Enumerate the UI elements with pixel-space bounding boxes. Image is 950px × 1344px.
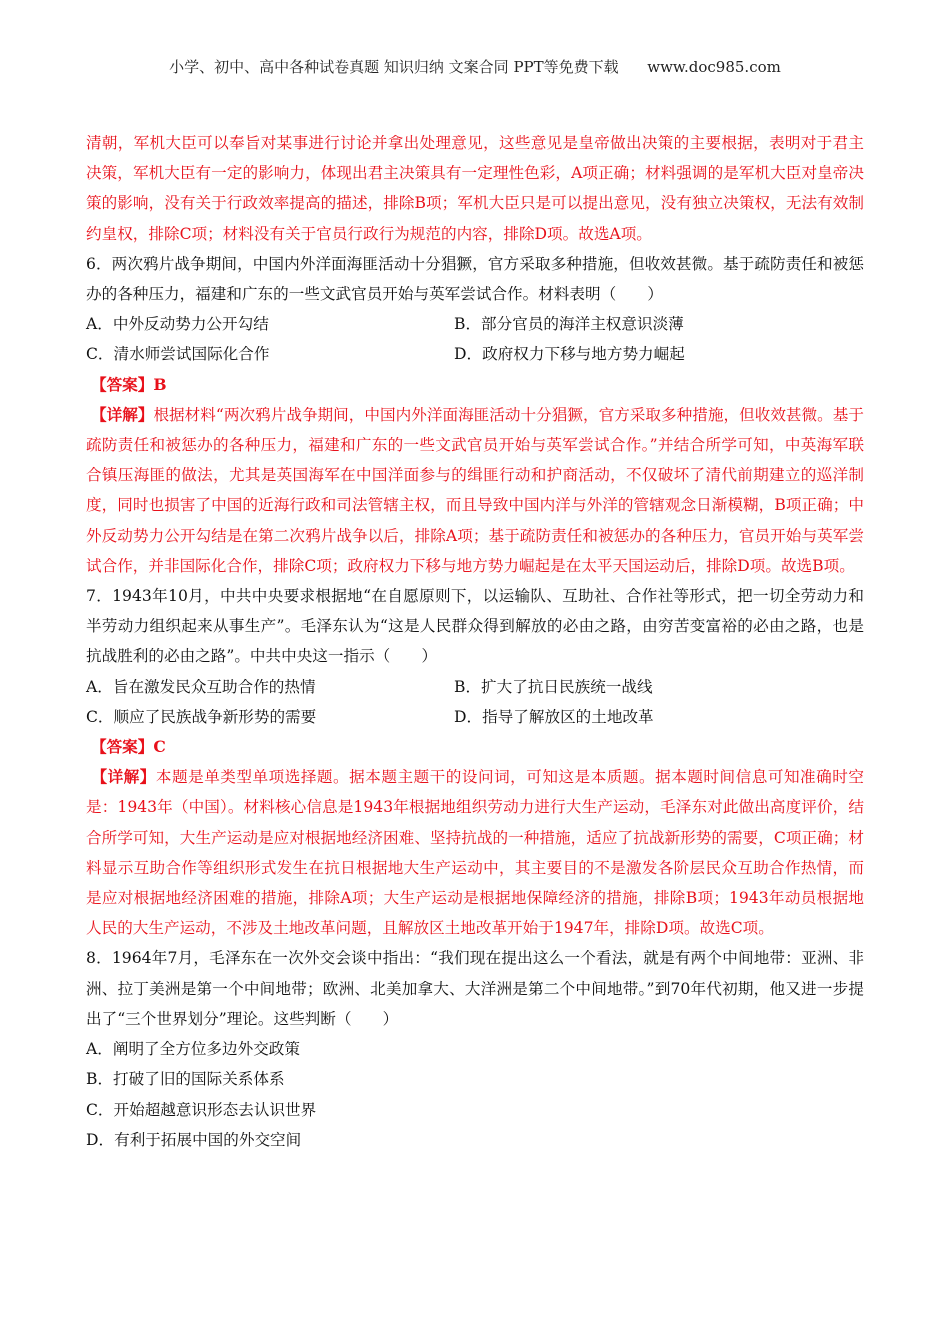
header-text: 小学、初中、高中各种试卷真题 知识归纳 文案合同 PPT等免费下载 — [169, 58, 619, 76]
header-url: www.doc985.com — [647, 58, 781, 76]
q7-option-b: B．扩大了抗日民族统一战线 — [454, 677, 653, 696]
q6-option-d: D．政府权力下移与地方势力崛起 — [454, 345, 685, 364]
q8-option-d: D．有利于拓展中国的外交空间 — [86, 1130, 302, 1149]
q7-option-a: A．旨在激发民众互助合作的热情 — [86, 677, 316, 696]
q7-answer — [86, 732, 864, 762]
q6-option-b: B．部分官员的海洋主权意识淡薄 — [454, 315, 684, 334]
q5-explanation-tail: 清朝，军机大臣可以奉旨对某事进行讨论并拿出处理意见，这些意见是皇帝做出决策的主要根据，表明对于君主决策，军机大臣有一定的影响力，体现出君主决策具有一定理性色彩，A项正确；材料强调的是军机大臣对皇帝决策的影响，没有关于行政效率提高的描述，排除B项；军机大臣只是可以提出意见，没有独立决策权，无法有效制约皇权，排除C项；材料没有关于官员行政行为规范的内容，排除D项。故选A项。 — [86, 134, 864, 243]
q7-answer-tag: 【答案】C — [90, 737, 166, 757]
q6-option-c: C．清水师尝试国际化合作 — [86, 345, 270, 364]
q7-option-d: D．指导了解放区的土地改革 — [454, 707, 654, 726]
q6-explanation-text: 根据材料“两次鸦片战争期间，中国内外洋面海匪活动十分猖獗，官方采取多种措施，但收效甚微。基于疏防责任和被惩办的各种压力，福建和广东的一些文武官员开始与英军尝试合作。”并结合所学可知，中英海军联合镇压海匪的做法，尤其是英国海军在中国洋面参与的缉匪行动和护商活动，不仅破坏了清代前期建立的巡洋制度，同时也损害了中国的近海行政和司法管辖主权，而且导致中国内洋与外洋的管辖观念日渐模糊，B项正确；中外反动势力公开勾结是在第二次鸦片战争以后，排除A项；基于疏防责任和被惩办的各种压力，官员开始与英军尝试合作，并非国际化合作，排除C项；政府权力下移与地方势力崛起是在太平天国运动后，排除D项。故选B项。 — [86, 405, 864, 575]
document-body — [86, 128, 864, 1155]
q7-explanation — [86, 762, 864, 943]
q6-answer-tag: 【答案】B — [90, 374, 167, 394]
q6-explanation — [86, 400, 864, 581]
q6-option-a: A．中外反动势力公开勾结 — [86, 315, 269, 334]
q8-option-a: A．阐明了全方位多边外交政策 — [86, 1040, 300, 1059]
q7-explanation-text: 本题是单类型单项选择题。据本题主题干的设问词，可知这是本质题。据本题时间信息可知准确时空是：1943年（中国）。材料核心信息是1943年根据地组织劳动力进行大生产运动，毛泽东对此做出高度评价，结合所学可知，大生产运动是应对根据地经济困难、坚持抗战的一种措施，适应了抗战新形势的需要，C项正确；材料显示互助合作等组织形式发生在抗日根据地大生产运动中，其主要目的不是激发各阶层民众互助合作热情，而是应对根据地经济困难的措施，排除A项；大生产运动是根据地保障经济的措施，排除B项；1943年动员根据地人民的大生产运动，不涉及土地改革问题，且解放区土地改革开始于1947年，排除D项。故选C项。 — [86, 768, 864, 938]
q6-stem: 6．两次鸦片战争期间，中国内外洋面海匪活动十分猖獗，官方采取多种措施，但收效甚微。基于疏防责任和被惩办的各种压力，福建和广东的一些文武官员开始与英军尝试合作。材料表明（ ） — [86, 254, 864, 304]
q7-options-row-2 — [86, 702, 864, 732]
q7-options-row-1 — [86, 672, 864, 702]
q8-option-c: C．开始超越意识形态去认识世界 — [86, 1100, 317, 1119]
q6-options-row-1 — [86, 309, 864, 339]
q6-options-row-2 — [86, 339, 864, 369]
q6-explanation-tag: 【详解】 — [90, 404, 154, 424]
page-header — [0, 56, 950, 77]
q8-stem: 8．1964年7月，毛泽东在一次外交会谈中指出：“我们现在提出这么一个看法，就是有两个中间地带：亚洲、非洲、拉丁美洲是第一个中间地带；欧洲、北美加拿大、大洋洲是第二个中间地带。”到70年代初期，他又进一步提出了“三个世界划分”理论。这些判断（ ） — [86, 949, 864, 1028]
q8-option-b: B．打破了旧的国际关系体系 — [86, 1070, 285, 1089]
q7-explanation-tag: 【详解】 — [91, 767, 156, 787]
q7-option-c: C．顺应了民族战争新形势的需要 — [86, 707, 317, 726]
q6-answer — [86, 370, 864, 400]
q7-stem: 7．1943年10月，中共中央要求根据地“在自愿原则下，以运输队、互助社、合作社等形式，把一切全劳动力和半劳动力组织起来从事生产”。毛泽东认为“这是人民群众得到解放的必由之路，由穷苦变富裕的必由之路，也是抗战胜利的必由之路”。中共中央这一指示（ ） — [86, 587, 864, 666]
